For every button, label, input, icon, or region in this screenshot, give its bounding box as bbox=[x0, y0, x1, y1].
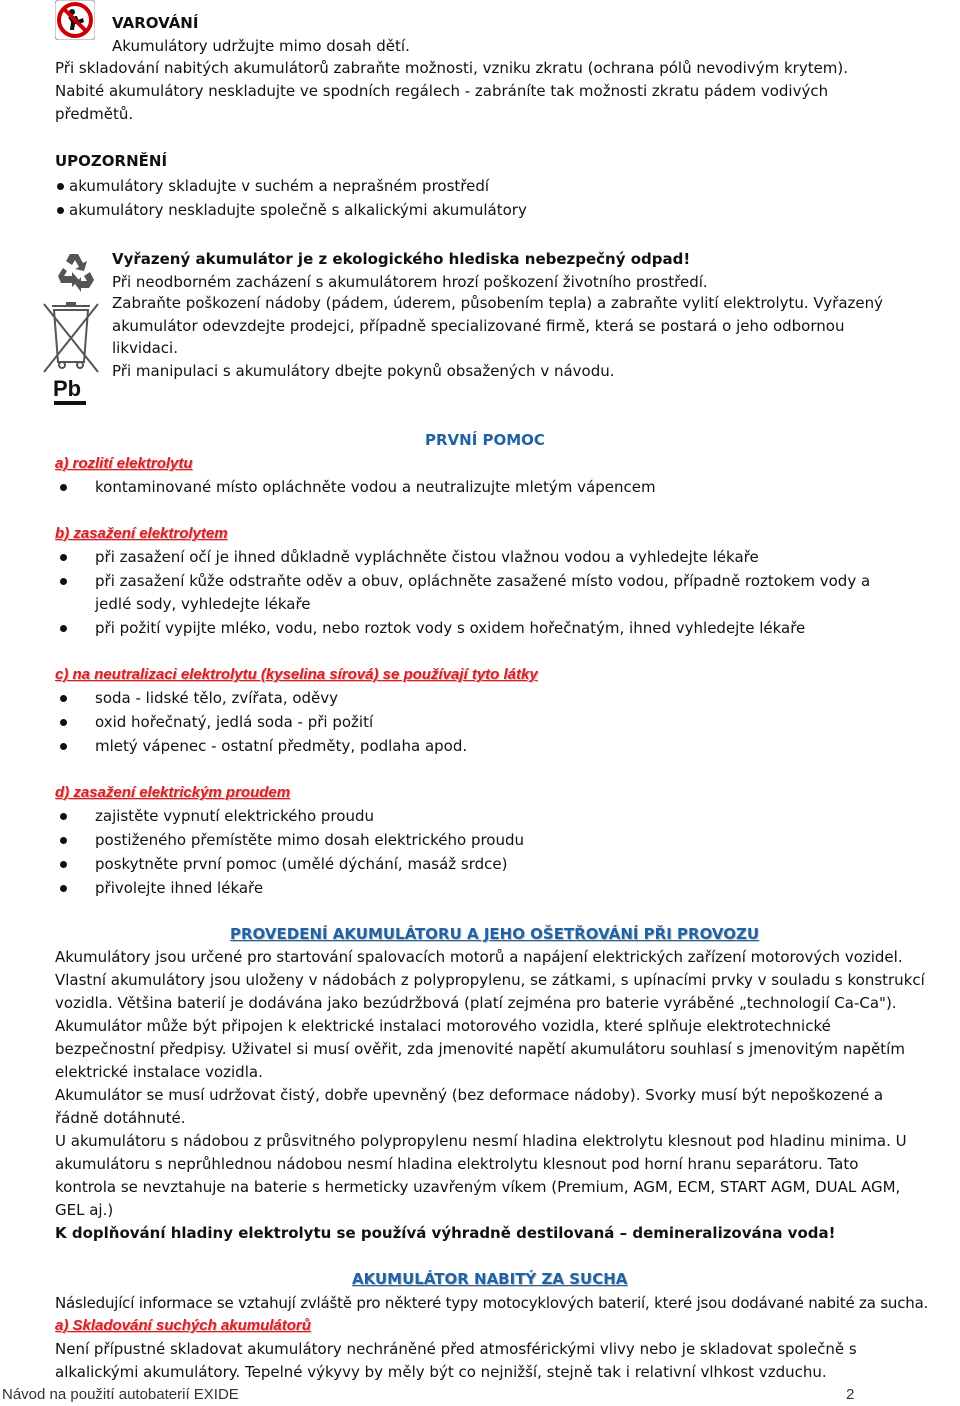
caution-title: UPOZORNĚNÍ bbox=[55, 152, 168, 170]
charged-line: Není přípustné skladovat akumulátory nechráněné před atmosférickými vlivy nebo je skladovat společně s bbox=[55, 1340, 857, 1358]
design-line: Akumulátor se musí udržovat čistý, dobře upevněný (bez deformace nádoby). Svorky musí být nepoškozené a bbox=[55, 1086, 884, 1104]
first-aid-title: PRVNÍ POMOC bbox=[425, 431, 545, 449]
bullet bbox=[60, 625, 67, 632]
first-aid-item: postiženého přemístěte mimo dosah elektrického proudu bbox=[95, 831, 525, 849]
bullet bbox=[57, 207, 64, 214]
caution-item: akumulátory skladujte v suchém a neprašném prostředí bbox=[69, 177, 490, 195]
bullet bbox=[60, 885, 67, 892]
warning-line: předmětů. bbox=[55, 105, 134, 123]
first-aid-item: kontaminované místo opláchněte vodou a neutralizujte mletým vápencem bbox=[95, 478, 656, 496]
disposal-line: Při neodborném zacházení s akumulátorem hrozí poškození životního prostředí. bbox=[112, 273, 708, 291]
bullet bbox=[60, 837, 67, 844]
disposal-line: Zabraňte poškození nádoby (pádem, úderem, působením tepla) a zabraňte vylití elektrolytu. Vyřazený bbox=[112, 294, 884, 312]
first-aid-item: oxid hořečnatý, jedlá soda - při požití bbox=[95, 713, 374, 731]
design-line: elektrické instalace vozidla. bbox=[55, 1063, 263, 1081]
footer-text: Návod na použití autobaterií EXIDE bbox=[2, 1386, 239, 1403]
charged-line: alkalickými akumulátory. Tepelné výkyvy by měly být co nejnižší, stejně tak i relativní vlhkost vzduchu. bbox=[55, 1363, 827, 1381]
bullet bbox=[60, 578, 67, 585]
bullet bbox=[60, 554, 67, 561]
bullet bbox=[57, 183, 64, 190]
pb-underline bbox=[54, 401, 86, 405]
design-line: Akumulátor může být připojen k elektrické instalaci motorového vozidla, které splňuje elektrotechnické bbox=[55, 1017, 831, 1035]
design-line: GEL aj.) bbox=[55, 1201, 114, 1219]
pb-label: Pb bbox=[53, 376, 82, 401]
first-aid-item: při požití vypijte mléko, vodu, nebo roztok vody s oxidem hořečnatým, ihned vyhledejte lékaře bbox=[95, 619, 806, 637]
recycle-icon bbox=[50, 248, 98, 296]
disposal-line: akumulátor odevzdejte prodejci, případně specializované firmě, která se postará o jeho odbornou bbox=[112, 317, 845, 335]
page-number: 2 bbox=[846, 1386, 855, 1403]
first-aid-item: přivolejte ihned lékaře bbox=[95, 879, 264, 897]
charged-title: AKUMULÁTOR NABITÝ ZA SUCHA bbox=[352, 1270, 628, 1288]
first-aid-item: poskytněte první pomoc (umělé dýchání, masáž srdce) bbox=[95, 855, 508, 873]
caution-item: akumulátory neskladujte společně s alkalickými akumulátory bbox=[69, 201, 527, 219]
warning-title: VAROVÁNÍ bbox=[112, 14, 199, 32]
warning-line: Nabité akumulátory neskladujte ve spodních regálech - zabráníte tak možnosti zkratu pádem vodivých bbox=[55, 82, 829, 100]
design-line: Akumulátory jsou určené pro startování spalovacích motorů a napájení elektrických zařízení motorových vozidel. bbox=[55, 948, 903, 966]
crossed-bin-icon bbox=[40, 302, 102, 382]
design-bold-line: K doplňování hladiny elektrolytu se používá výhradně destilovaná – demineralizována voda! bbox=[55, 1224, 836, 1242]
design-line: vozidla. Většina baterií je dodávána jako bezúdržbová (platí zejména pro baterie vyráběné „technologií Ca-Ca"). bbox=[55, 994, 897, 1012]
bullet bbox=[60, 813, 67, 820]
warning-line: Při skladování nabitých akumulátorů zabraňte možnosti, vzniku zkratu (ochrana pólů nevodivým krytem). bbox=[55, 59, 849, 77]
bullet bbox=[60, 484, 67, 491]
charged-line: Následující informace se vztahují zvláště pro některé typy motocyklových baterií, které jsou dodávané nabité za sucha. bbox=[55, 1294, 929, 1312]
section-d-heading: d) zasažení elektrickým proudem bbox=[55, 784, 291, 801]
section-b-heading: b) zasažení elektrolytem bbox=[55, 525, 228, 542]
design-line: bezpečnostní předpisy. Uživatel si musí ověřit, zda jmenovité napětí akumulátoru souhlasí s jmenovitým napětím bbox=[55, 1040, 905, 1058]
first-aid-item: při zasažení kůže odstraňte oděv a obuv, opláchněte zasažené místo vodou, případně roztokem vody a bbox=[95, 572, 871, 590]
warning-line: Akumulátory udržujte mimo dosah dětí. bbox=[112, 37, 410, 55]
first-aid-item: mletý vápenec - ostatní předměty, podlaha apod. bbox=[95, 737, 468, 755]
disposal-line: likvidaci. bbox=[112, 339, 178, 357]
design-line: U akumulátoru s nádobou z průsvitného polypropylenu nesmí hladina elektrolytu klesnout pod hladinu minima. U bbox=[55, 1132, 907, 1150]
design-line: akumulátoru s neprůhlednou nádobou nesmí hladina elektrolytu klesnout pod horní hranu separátoru. Tato bbox=[55, 1155, 859, 1173]
first-aid-item: při zasažení očí je ihned důkladně vypláchněte čistou vlažnou vodou a vyhledejte lékaře bbox=[95, 548, 759, 566]
design-line: kontrola se nevztahuje na baterie s hermeticky uzavřeným víkem (Premium, AGM, ECM, START AGM, DUAL AGM, bbox=[55, 1178, 901, 1196]
first-aid-item: jedlé sody, vyhledejte lékaře bbox=[95, 595, 311, 613]
design-line: Vlastní akumulátory jsou uloženy v nádobách z polypropylenu, se zátkami, s upínacími prvky v souladu s konstrukcí bbox=[55, 971, 925, 989]
disposal-line: Vyřazený akumulátor je z ekologického hlediska nebezpečný odpad! bbox=[112, 250, 691, 268]
bullet bbox=[60, 743, 67, 750]
design-line: řádně dotáhnuté. bbox=[55, 1109, 186, 1127]
charged-sub-heading: a) Skladování suchých akumulátorů bbox=[55, 1317, 311, 1334]
section-a-heading: a) rozlití elektrolytu bbox=[55, 455, 193, 472]
design-title: PROVEDENÍ AKUMULÁTORU A JEHO OŠETŘOVÁNÍ PŘI PROVOZU bbox=[230, 925, 760, 943]
disposal-line: Při manipulaci s akumulátory dbejte pokynů obsažených v návodu. bbox=[112, 362, 615, 380]
bullet bbox=[60, 861, 67, 868]
no-children-icon bbox=[55, 0, 95, 40]
section-c-heading: c) na neutralizaci elektrolytu (kyselina sírová) se používají tyto látky bbox=[55, 666, 538, 683]
bullet bbox=[60, 719, 67, 726]
first-aid-item: zajistěte vypnutí elektrického proudu bbox=[95, 807, 374, 825]
first-aid-item: soda - lidské tělo, zvířata, oděvy bbox=[95, 689, 339, 707]
bullet bbox=[60, 695, 67, 702]
